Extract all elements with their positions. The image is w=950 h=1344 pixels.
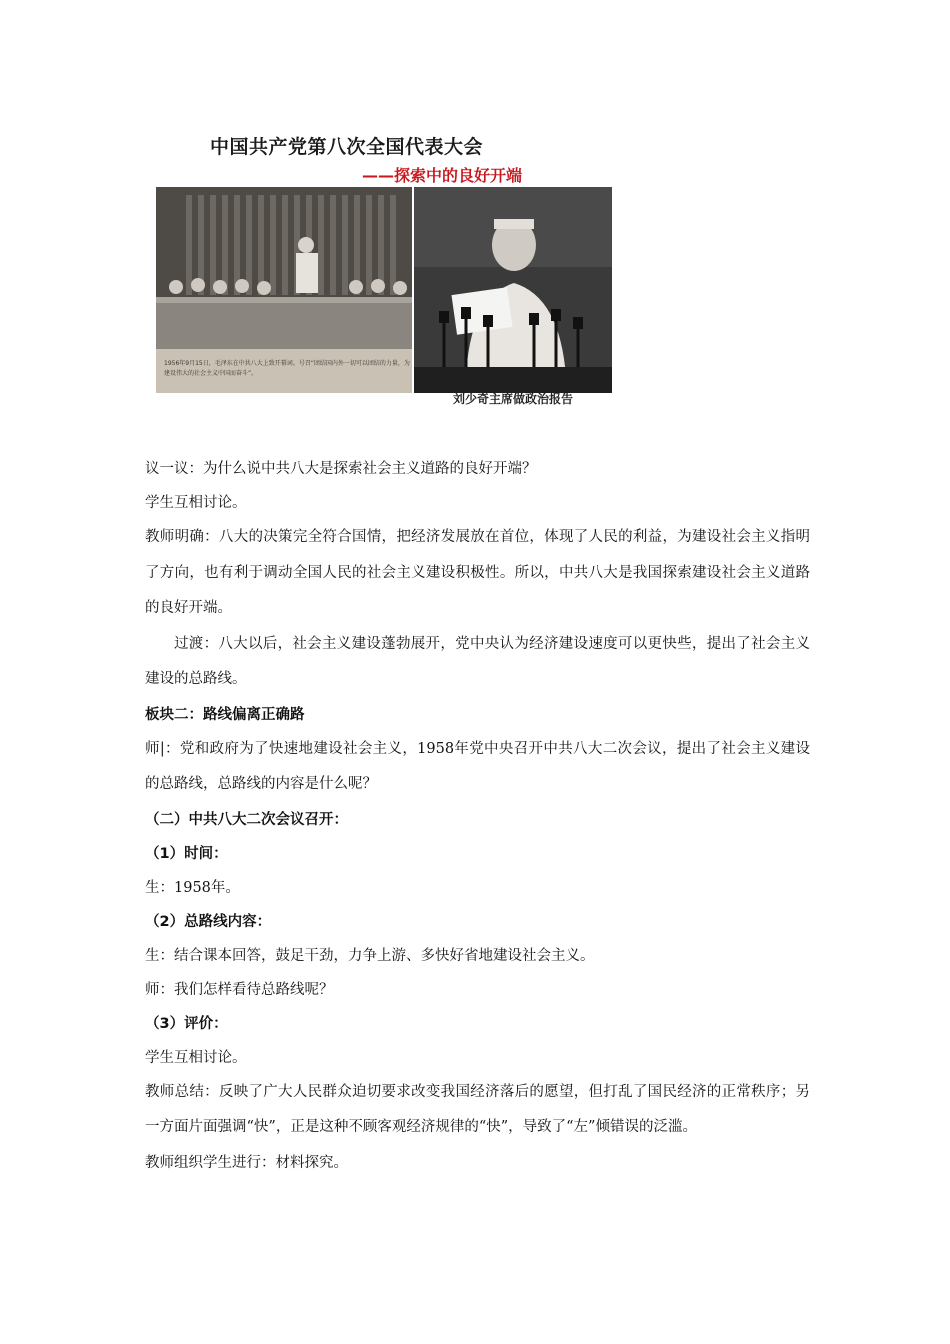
document-body (145, 452, 810, 1180)
student-answer-content: 生：结合课本回答，鼓足干劲，力争上游、多快好省地建设社会主义。 (145, 947, 595, 964)
congress-hall-photo (156, 187, 412, 393)
item-heading-time: （1）时间： (145, 845, 228, 862)
item-heading-evaluation: （3）评价： (145, 1015, 228, 1032)
svg-text:1956年9月15日，毛泽东在中共八大上致开幕词。号召“团结: 1956年9月15日，毛泽东在中共八大上致开幕词。号召“团结国内外一切可以团结的力量，为 (164, 360, 410, 367)
teacher-question: 师|：党和政府为了快速地建设社会主义，1958年党中央召开中共八大二次会议，提出了社会主义建设的总路线，总路线的内容是什么呢？ (145, 740, 810, 792)
slide-image (156, 120, 612, 410)
congress-hall-illustration (156, 187, 412, 393)
speaker-illustration (414, 187, 612, 393)
student-answer-time: 生：1958年。 (145, 879, 240, 896)
svg-text:建设伟大的社会主义中国而奋斗”。: 建设伟大的社会主义中国而奋斗”。 (164, 370, 258, 377)
student-discussion: 学生互相讨论。 (145, 495, 247, 511)
teacher-summary: 教师总结：反映了广大人民群众迫切要求改变我国经济落后的愿望，但打乱了国民经济的正常秩序；另一方面片面强调“快”，正是这种不顾客观经济规律的“快”，导致了“左”倾错误的泛滥。 (145, 1083, 810, 1135)
discussion-question: 议一议：为什么说中共八大是探索社会主义道路的良好开端？ (145, 461, 537, 477)
material-inquiry: 教师组织学生进行：材料探究。 (145, 1154, 348, 1171)
student-discussion-2: 学生互相讨论。 (145, 1049, 247, 1066)
teacher-clarification: 教师明确：八大的决策完全符合国情，把经济发展放在首位，体现了人民的利益，为建设社会主义指明了方向，也有利于调动全国人民的社会主义建设积极性。所以，中共八大是我国探索建设社会主义道路的良好开端。 (145, 529, 810, 616)
transition-paragraph: 过渡：八大以后，社会主义建设蓬勃展开，党中央认为经济建设速度可以更快些，提出了社会主义建设的总路线。 (145, 635, 810, 687)
section-heading: 板块二：路线偏离正确路 (145, 706, 305, 723)
photo-caption: 刘少奇主席做政治报告 (452, 392, 573, 406)
slide-subtitle: ——探索中的良好开端 (362, 166, 523, 185)
slide-title: 中国共产党第八次全国代表大会 (210, 136, 484, 158)
liu-shaoqi-photo (414, 187, 612, 393)
item-heading-content: （2）总路线内容： (145, 913, 272, 930)
teacher-question-evaluation: 师：我们怎样看待总路线呢？ (145, 981, 334, 998)
subsection-heading: （二）中共八大二次会议召开： (145, 811, 348, 828)
